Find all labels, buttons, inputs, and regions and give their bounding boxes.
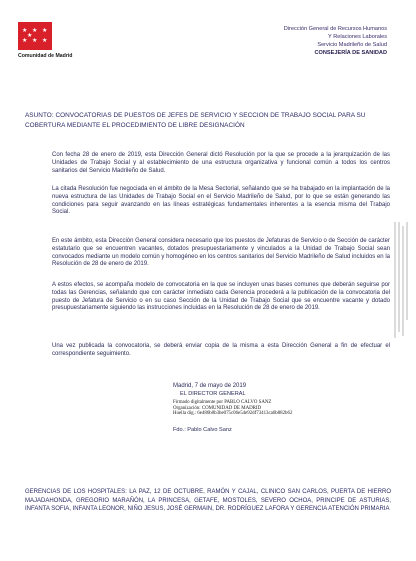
digital-signature-block [173,400,292,417]
signature-organization: Organización: COMUNIDAD DE MADRID [173,405,262,411]
star-icon: ★ [42,38,48,44]
department-name: CONSEJERÍA DE SANIDAD [314,50,387,56]
star-icon: ★ [27,33,33,39]
star-icon: ★ [22,28,28,34]
logo-text: Comunidad de Madrid [18,53,73,59]
org-line: Y Relaciones Laborales [328,34,387,40]
recipients-list: GERENCIAS DE LOS HOSPITALES: LA PAZ, 12 DE OCTUBRE, RAMÓN Y CAJAL, CLINICO SAN CARLOS, PUERTA DE HIERRO MAJADAHONDA, GREGORIO MARAÑÓN, LA PRINCESA, GETAFE, MOSTOLES, SEVERO OCHOA, PRINCIPE DE ASTURIAS, INFANTA SOFIA, INFANTA LEONOR, NIÑO JESUS, JOSÉ GERMAIN, DR. RODRÍGUEZ LAFORA Y GERENCIA ATENCIÓN PRIMARIA [25,489,391,513]
subject-line: ASUNTO: CONVOCATORIAS DE PUESTOS DE JEFES DE SERVICIO Y SECCION DE TRABAJO SOCIAL PARA SU COBERTURA MEDIANTE EL PROCEDIMIENTO DE LIBRE DESIGNACIÓN [25,112,366,129]
star-icon: ★ [22,38,28,44]
comunidad-de-madrid-logo [18,22,73,59]
body-paragraph: La citada Resolución fue negociada en el ámbito de la Mesa Sectorial, señalando que se ha trabajado en la implantación de la nueva estructura de las Unidades de Trabajo Social en el Servicio Madrileño de Salud, por lo que se están generando las condiciones para seguir avanzando en las líneas estratégicas fundamentales inherentes a la esencia misma del Trabajo Social. [52,186,390,216]
star-icon: ★ [32,28,38,34]
star-icon: ★ [32,38,38,44]
body-paragraph: Con fecha 28 de enero de 2019, esta Dirección General dictó Resolución por la que se procede a la jerarquización de las Unidades de Trabajo Social y al establecimiento de una estructura organizativa y funcional común a todos los centros sanitarios del Servicio Madrileño de Salud. [52,152,390,174]
date-line: Madrid, 7 de mayo de 2019 [173,383,247,389]
letterhead [284,25,387,57]
body-paragraph: En este ámbito, esta Dirección General considera necesario que los puestos de Jefaturas de Servicio o de Sección de carácter estatutario que se encuentren vacantes, dotados presupuestariamente y vinculados a la Unidad de Trabajo Social sean convocados mediante un modelo común y homogéneo en los centros sanitarios del Servicio Madrileño de Salud incluidos en la Resolución de 28 de enero de 2019. [52,238,390,268]
body-paragraph: Una vez publicada la convocatoria, se deberá enviar copia de la misma a esta Dirección General a fin de efectuar el correspondiente seguimiento. [52,343,390,357]
org-line: Dirección General de Recursos Humanos [283,26,387,32]
org-line: Servicio Madrileño de Salud [317,42,387,48]
body-paragraph: A estos efectos, se acompaña modelo de convocatoria en la que se incluyen unas bases comunes que deberán seguirse por todas las Gerencias, señalando que con carácter inmediato cada Gerencia procederá a la publicación de la convocatoria del puesto de Jefatura de Servicio o en su caso Sección de la Unidad de Trabajo Social que se encuentre vacante y dotado presupuestariamente siguiendo las instrucciones incluidas en la Resolución de 28 de enero de 2019. [52,282,390,312]
star-icon: ★ [42,28,48,34]
signature-signed-by: Firmado digitalmente por PABLO CALVO SANZ [173,400,272,405]
signature-fingerprint: Huella dig.: 6e486b0b3be075c06e54e92df73413ca6b882b62 [173,411,293,417]
signatory-name: Fdo.: Pablo Calvo Sanz [173,427,232,433]
logo-stars-emblem [18,22,52,50]
vertical-verification-stamp [389,220,416,340]
director-title: EL DIRECTOR GENERAL [180,391,246,397]
